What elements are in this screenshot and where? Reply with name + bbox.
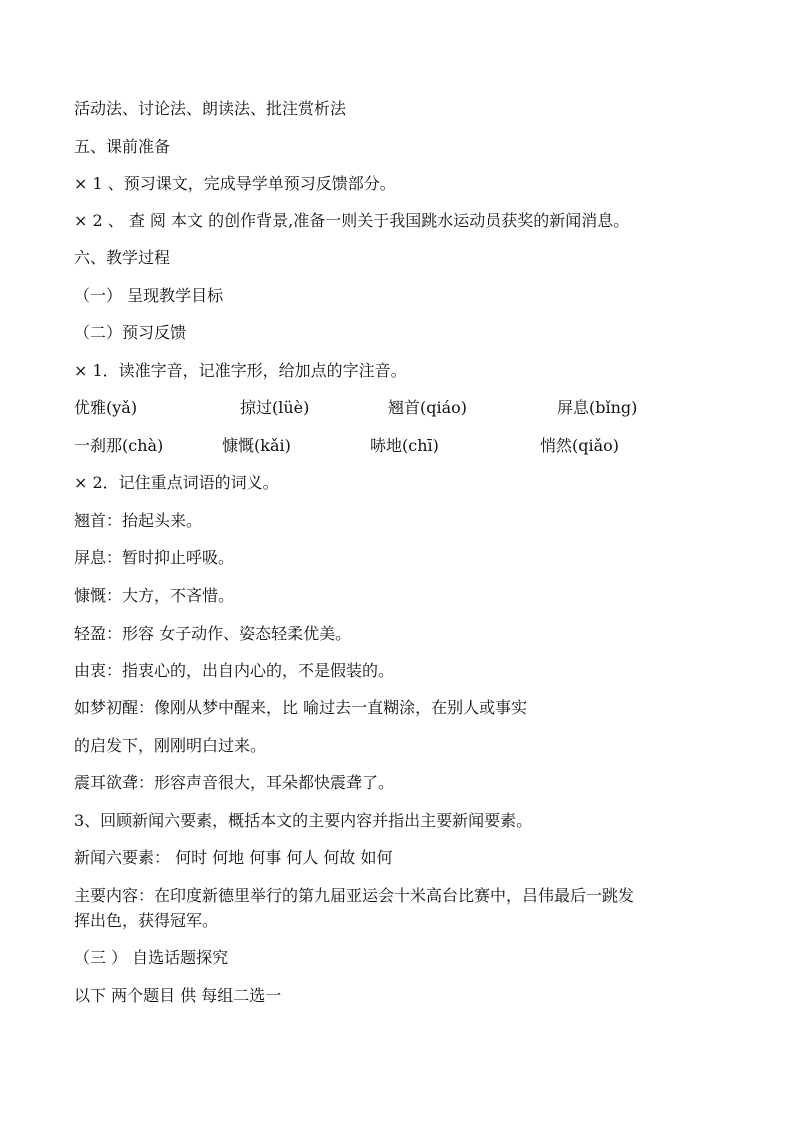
definition-item: 慷慨：大方，不吝惜。 xyxy=(74,586,235,605)
definition-item: 由衷：指衷心的，出自内心的，不是假装的。 xyxy=(74,661,395,680)
task-pronunciation: × 1．读准字音，记准字形，给加点的字注音。 xyxy=(74,361,407,380)
task-news-elements: 3、回顾新闻六要素，概括本文的主要内容并指出主要新闻要素。 xyxy=(74,811,533,830)
teaching-methods-line: 活动法、讨论法、朗读法、批注赏析法 xyxy=(74,99,347,118)
pinyin-entry: 翘首(qiáo) xyxy=(388,398,468,417)
prep-item-1: × 1 、预习课文，完成导学单预习反馈部分。 xyxy=(74,174,396,193)
pinyin-entry: 哧地(chī) xyxy=(370,436,439,455)
topic-instruction: 以下 两个题目 供 每组二选一 xyxy=(74,986,282,1005)
pinyin-entry: 屏息(bǐng) xyxy=(557,398,638,417)
main-content-continuation: 挥出色，获得冠军。 xyxy=(74,911,219,930)
definition-item: 翘首：抬起头来。 xyxy=(74,511,203,530)
main-content-summary: 主要内容：在印度新德里举行的第九届亚运会十米高台比赛中，吕伟最后一跳发 xyxy=(74,886,635,905)
pinyin-entry: 掠过(lüè) xyxy=(240,398,310,417)
news-six-elements: 新闻六要素： 何时 何地 何事 何人 何故 如何 xyxy=(74,848,393,867)
prep-item-2: × 2 、 查 阅 本文 的创作背景,准备一则关于我国跳水运动员获奖的新闻消息。 xyxy=(74,211,630,230)
pinyin-entry: 一刹那(chà) xyxy=(74,436,164,455)
section-heading-preparation: 五、课前准备 xyxy=(74,137,171,156)
subheading-preview-feedback: （二）预习反馈 xyxy=(74,323,187,342)
definition-item: 屏息：暂时抑止呼吸。 xyxy=(74,548,235,567)
definition-continuation: 的启发下，刚刚明白过来。 xyxy=(74,736,267,755)
definition-item: 轻盈：形容 女子动作、姿态轻柔优美。 xyxy=(74,624,352,643)
pinyin-entry: 慷慨(kǎi) xyxy=(222,436,291,455)
section-heading-process: 六、教学过程 xyxy=(74,248,171,267)
definition-item: 震耳欲聋：形容声音很大，耳朵都快震聋了。 xyxy=(74,773,395,792)
pinyin-entry: 优雅(yǎ) xyxy=(74,398,138,417)
task-vocabulary: × 2．记住重点词语的词义。 xyxy=(74,473,279,492)
definition-item: 如梦初醒：像刚从梦中醒来，比 喻过去一直糊涂，在别人或事实 xyxy=(74,698,528,717)
subheading-topic-inquiry: （三 ） 自选话题探究 xyxy=(74,948,229,967)
subheading-objectives: （一） 呈现教学目标 xyxy=(74,286,224,305)
pinyin-entry: 悄然(qiǎo) xyxy=(540,436,620,455)
